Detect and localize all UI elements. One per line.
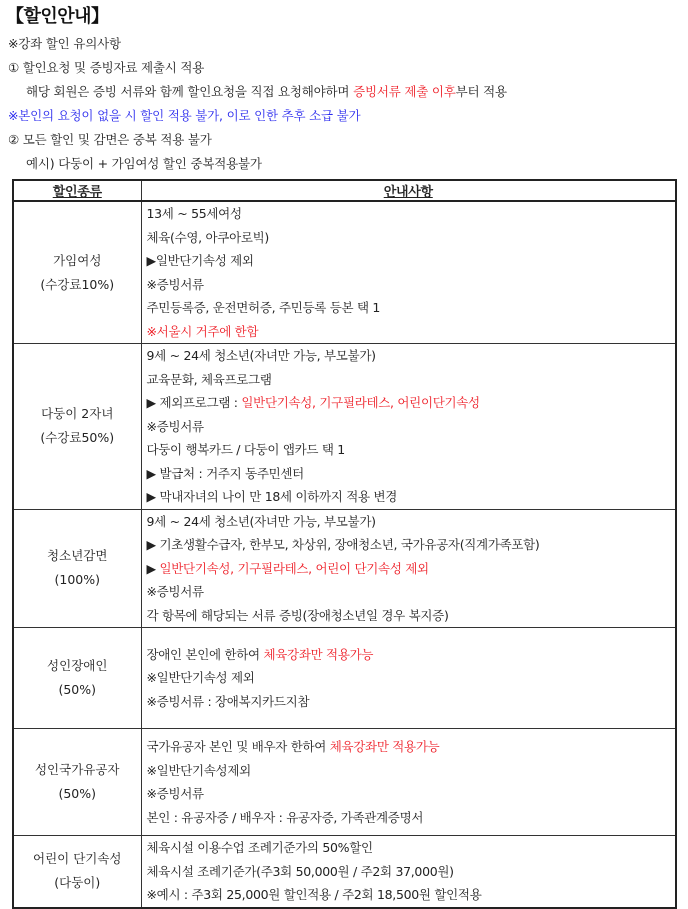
- info-line: ※증빙서류 : 장애복지카드지참: [146, 693, 310, 709]
- discount-info: [141, 628, 676, 729]
- exclude-programs: 일반단기속성, 기구필라테스, 어린이단기속성: [241, 395, 480, 410]
- info-highlight: 체육강좌만 적용가능: [329, 739, 440, 754]
- kind-rate: (50%): [58, 786, 97, 801]
- info-line: 13세 ~ 55세여성: [146, 206, 242, 221]
- info-line: 9세 ~ 24세 청소년(자녀만 가능, 부모불가): [146, 348, 376, 363]
- info-line: 체육시설 이용수업 조례기준가의 50%할인: [146, 840, 373, 855]
- notice-item-2-example: 예시) 다둥이 + 가임여성 할인 중복적용불가: [26, 156, 262, 171]
- header-info: 안내사항: [141, 180, 676, 201]
- info-text: 국가유공자 본인 및 배우자 한하여: [146, 739, 330, 754]
- kind-name: 가임여성: [53, 252, 102, 268]
- info-line: [147, 557, 676, 581]
- info-line: 9세 ~ 24세 청소년(자녀만 가능, 부모불가): [146, 513, 376, 529]
- info-line: ※증빙서류: [146, 786, 204, 801]
- info-line: ▶일반단기속성 제외: [146, 253, 254, 268]
- info-line: ▶ 발급처 : 거주지 동주민센터: [146, 465, 304, 481]
- notice-item-1: ① 할인요청 및 증빙자료 제출시 적용: [8, 60, 205, 75]
- info-line: ※일반단기속성제외: [146, 762, 251, 778]
- info-line: 교육문화, 체육프로그램: [146, 371, 272, 387]
- table-row: [13, 628, 676, 729]
- info-line-highlight: 일반단기속성, 기구필라테스, 어린이 단기속성 제외: [159, 560, 429, 576]
- info-line: ※증빙서류: [146, 584, 204, 599]
- discount-kind: [13, 836, 141, 908]
- notice-section: [8, 32, 678, 176]
- info-line: 주민등록증, 운전면허증, 주민등록 등본 택 1: [146, 300, 381, 315]
- notice-warning: ※본인의 요청이 없을 시 할인 적용 불가, 이로 인한 추후 소급 불가: [8, 108, 361, 123]
- discount-kind: [13, 729, 141, 836]
- page-title: 【할인안내】: [6, 6, 109, 27]
- info-line: 각 항목에 해당되는 서류 증빙(장애청소년일 경우 복지증): [146, 607, 449, 623]
- table-header-row: [13, 180, 676, 201]
- discount-info: [141, 836, 676, 908]
- kind-rate: (100%): [54, 572, 100, 588]
- info-line: 본인 : 유공자증 / 배우자 : 유공자증, 가족관계증명서: [146, 809, 424, 825]
- kind-rate: (50%): [58, 682, 97, 697]
- info-line: 다둥이 행복카드 / 다둥이 앱카드 택 1: [146, 442, 345, 457]
- kind-name: 청소년감면: [47, 548, 108, 564]
- discount-info: [141, 344, 676, 510]
- kind-rate: (다둥이): [54, 875, 101, 891]
- kind-name: 다둥이 2자녀: [41, 406, 114, 422]
- table-row: [13, 836, 676, 908]
- kind-rate: (수강료10%): [40, 276, 115, 292]
- info-line: ※증빙서류: [146, 276, 204, 292]
- kind-name: 성인장애인: [47, 658, 108, 673]
- discount-kind: [13, 509, 141, 628]
- info-line: ▶ 기초생활수급자, 한부모, 차상위, 장애청소년, 국가유공자(직계가족포함): [146, 537, 540, 552]
- table-row: [13, 729, 676, 836]
- notice-heading: ※강좌 할인 유의사항: [8, 36, 121, 51]
- info-line: ▶ 막내자녀의 나이 만 18세 이하까지 적용 변경: [146, 489, 398, 504]
- discount-info: [141, 201, 676, 344]
- table-row: [13, 201, 676, 344]
- discount-info: [141, 729, 676, 836]
- kind-name: 어린이 단기속성: [33, 851, 122, 867]
- notice-detail-text: 해당 회원은 증빙 서류와 함께 할인요청을 직접 요청해야하며: [26, 84, 354, 99]
- info-line: [147, 735, 676, 759]
- kind-name: 성인국가유공자: [34, 762, 120, 777]
- table-row: [13, 509, 676, 628]
- notice-detail-suffix: 부터 적용: [455, 84, 507, 99]
- table-row: [13, 344, 676, 510]
- notice-item-1-detail: [8, 80, 678, 104]
- notice-detail-highlight: 증빙서류 제출 이후: [353, 84, 456, 99]
- discount-kind: [13, 344, 141, 510]
- info-line: ※일반단기속성 제외: [146, 670, 255, 686]
- exclude-label: ▶ 제외프로그램 :: [146, 395, 242, 410]
- discount-info: [141, 509, 676, 628]
- kind-rate: (수강료50%): [40, 430, 115, 446]
- info-line: ※증빙서류: [146, 418, 204, 434]
- info-line: ※예시 : 주3회 25,000원 할인적용 / 주2회 18,500원 할인적용: [146, 887, 482, 902]
- info-line: 체육(수영, 아쿠아로빅): [146, 229, 269, 245]
- info-line: [147, 391, 676, 415]
- bullet-icon: ▶: [146, 560, 160, 576]
- discount-table: [12, 179, 677, 909]
- info-line: 체육시설 조례기준가(주3회 50,000원 / 주2회 37,000원): [146, 863, 454, 879]
- info-line: [147, 643, 676, 667]
- info-line-highlight: ※서울시 거주에 한함: [146, 323, 259, 339]
- info-highlight: 체육강좌만 적용가능: [263, 646, 374, 662]
- header-kind: 할인종류: [13, 180, 141, 201]
- notice-item-2: ② 모든 할인 및 감면은 중복 적용 불가: [8, 132, 212, 147]
- discount-kind: [13, 201, 141, 344]
- discount-kind: [13, 628, 141, 729]
- info-text: 장애인 본인에 한하여: [146, 646, 264, 662]
